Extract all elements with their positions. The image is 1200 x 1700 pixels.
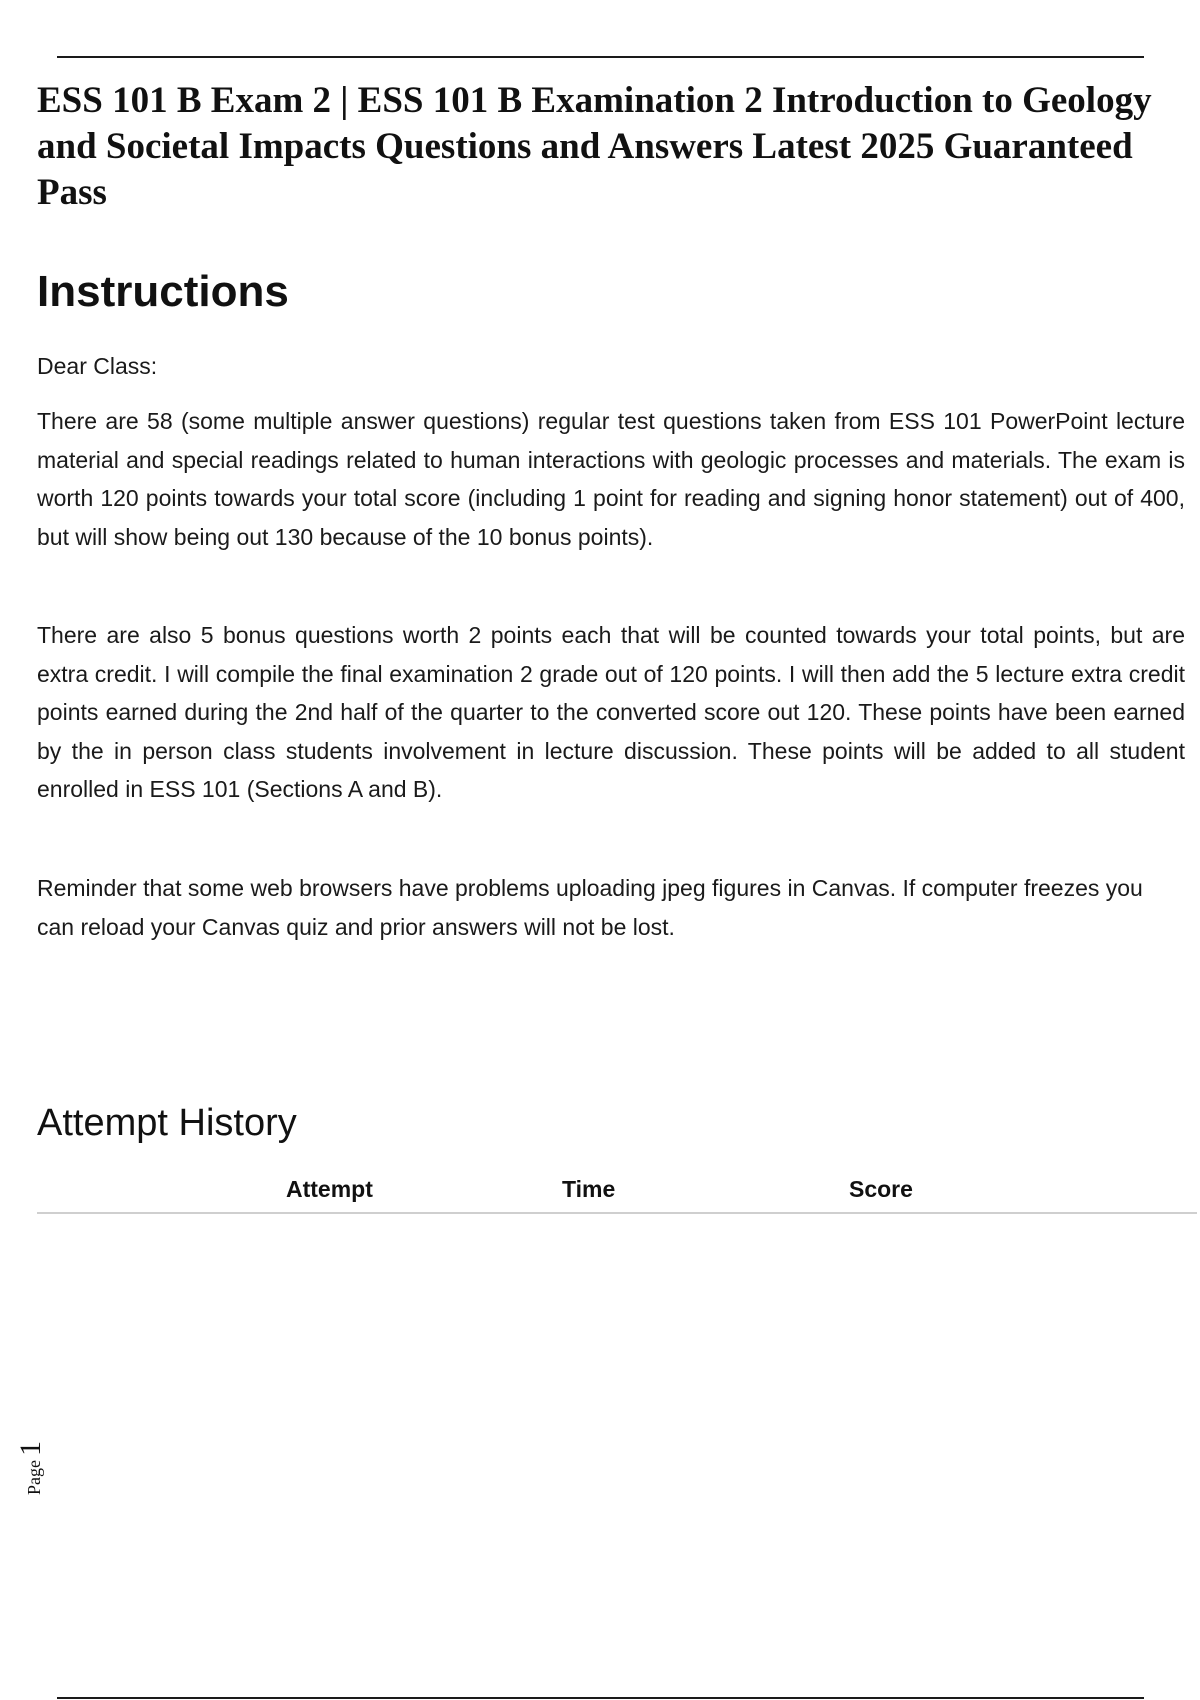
page-number-label xyxy=(14,1441,48,1495)
instructions-heading: Instructions xyxy=(37,267,289,316)
instructions-paragraph-2: There are also 5 bonus questions worth 2 points each that will be counted towards your total points, but are extra credit. I will compile the final examination 2 grade out of 120 points. I will then add the 5 lecture extra credit points earned during the 2nd half of the quarter to the converted score out 120. These points have been earned by the in person class students involvement in lecture discussion. These points will be added to all student enrolled in ESS 101 (Sections A and B). xyxy=(37,622,1185,802)
instructions-paragraph-1: There are 58 (some multiple answer questions) regular test questions taken from ESS 101 PowerPoint lecture material and special readings related to human interactions with geologic processes and materials. The exam is worth 120 points towards your total score (including 1 point for reading and signing honor statement) out of 400, but will show being out 130 because of the 10 bonus points). xyxy=(37,408,1185,550)
top-rule xyxy=(57,56,1144,58)
page-number: 1 xyxy=(14,1441,47,1456)
column-header-score: Score xyxy=(849,1176,913,1202)
document-title: ESS 101 B Exam 2 | ESS 101 B Examination 2 Introduction to Geology and Societal Impacts Questions and Answers Latest 2025 Guaranteed Pass xyxy=(37,80,1152,213)
greeting-text: Dear Class: xyxy=(37,353,158,379)
column-header-time: Time xyxy=(562,1176,616,1202)
instructions-paragraph-3: Reminder that some web browsers have problems uploading jpeg figures in Canvas. If computer freezes you can reload your Canvas quiz and prior answers will not be lost. xyxy=(37,875,1143,940)
column-header-attempt: Attempt xyxy=(286,1176,373,1202)
attempt-history-heading: Attempt History xyxy=(37,1102,297,1144)
attempt-history-table xyxy=(37,1172,1197,1214)
page-word: Page xyxy=(24,1460,44,1495)
bottom-rule xyxy=(57,1697,1144,1699)
